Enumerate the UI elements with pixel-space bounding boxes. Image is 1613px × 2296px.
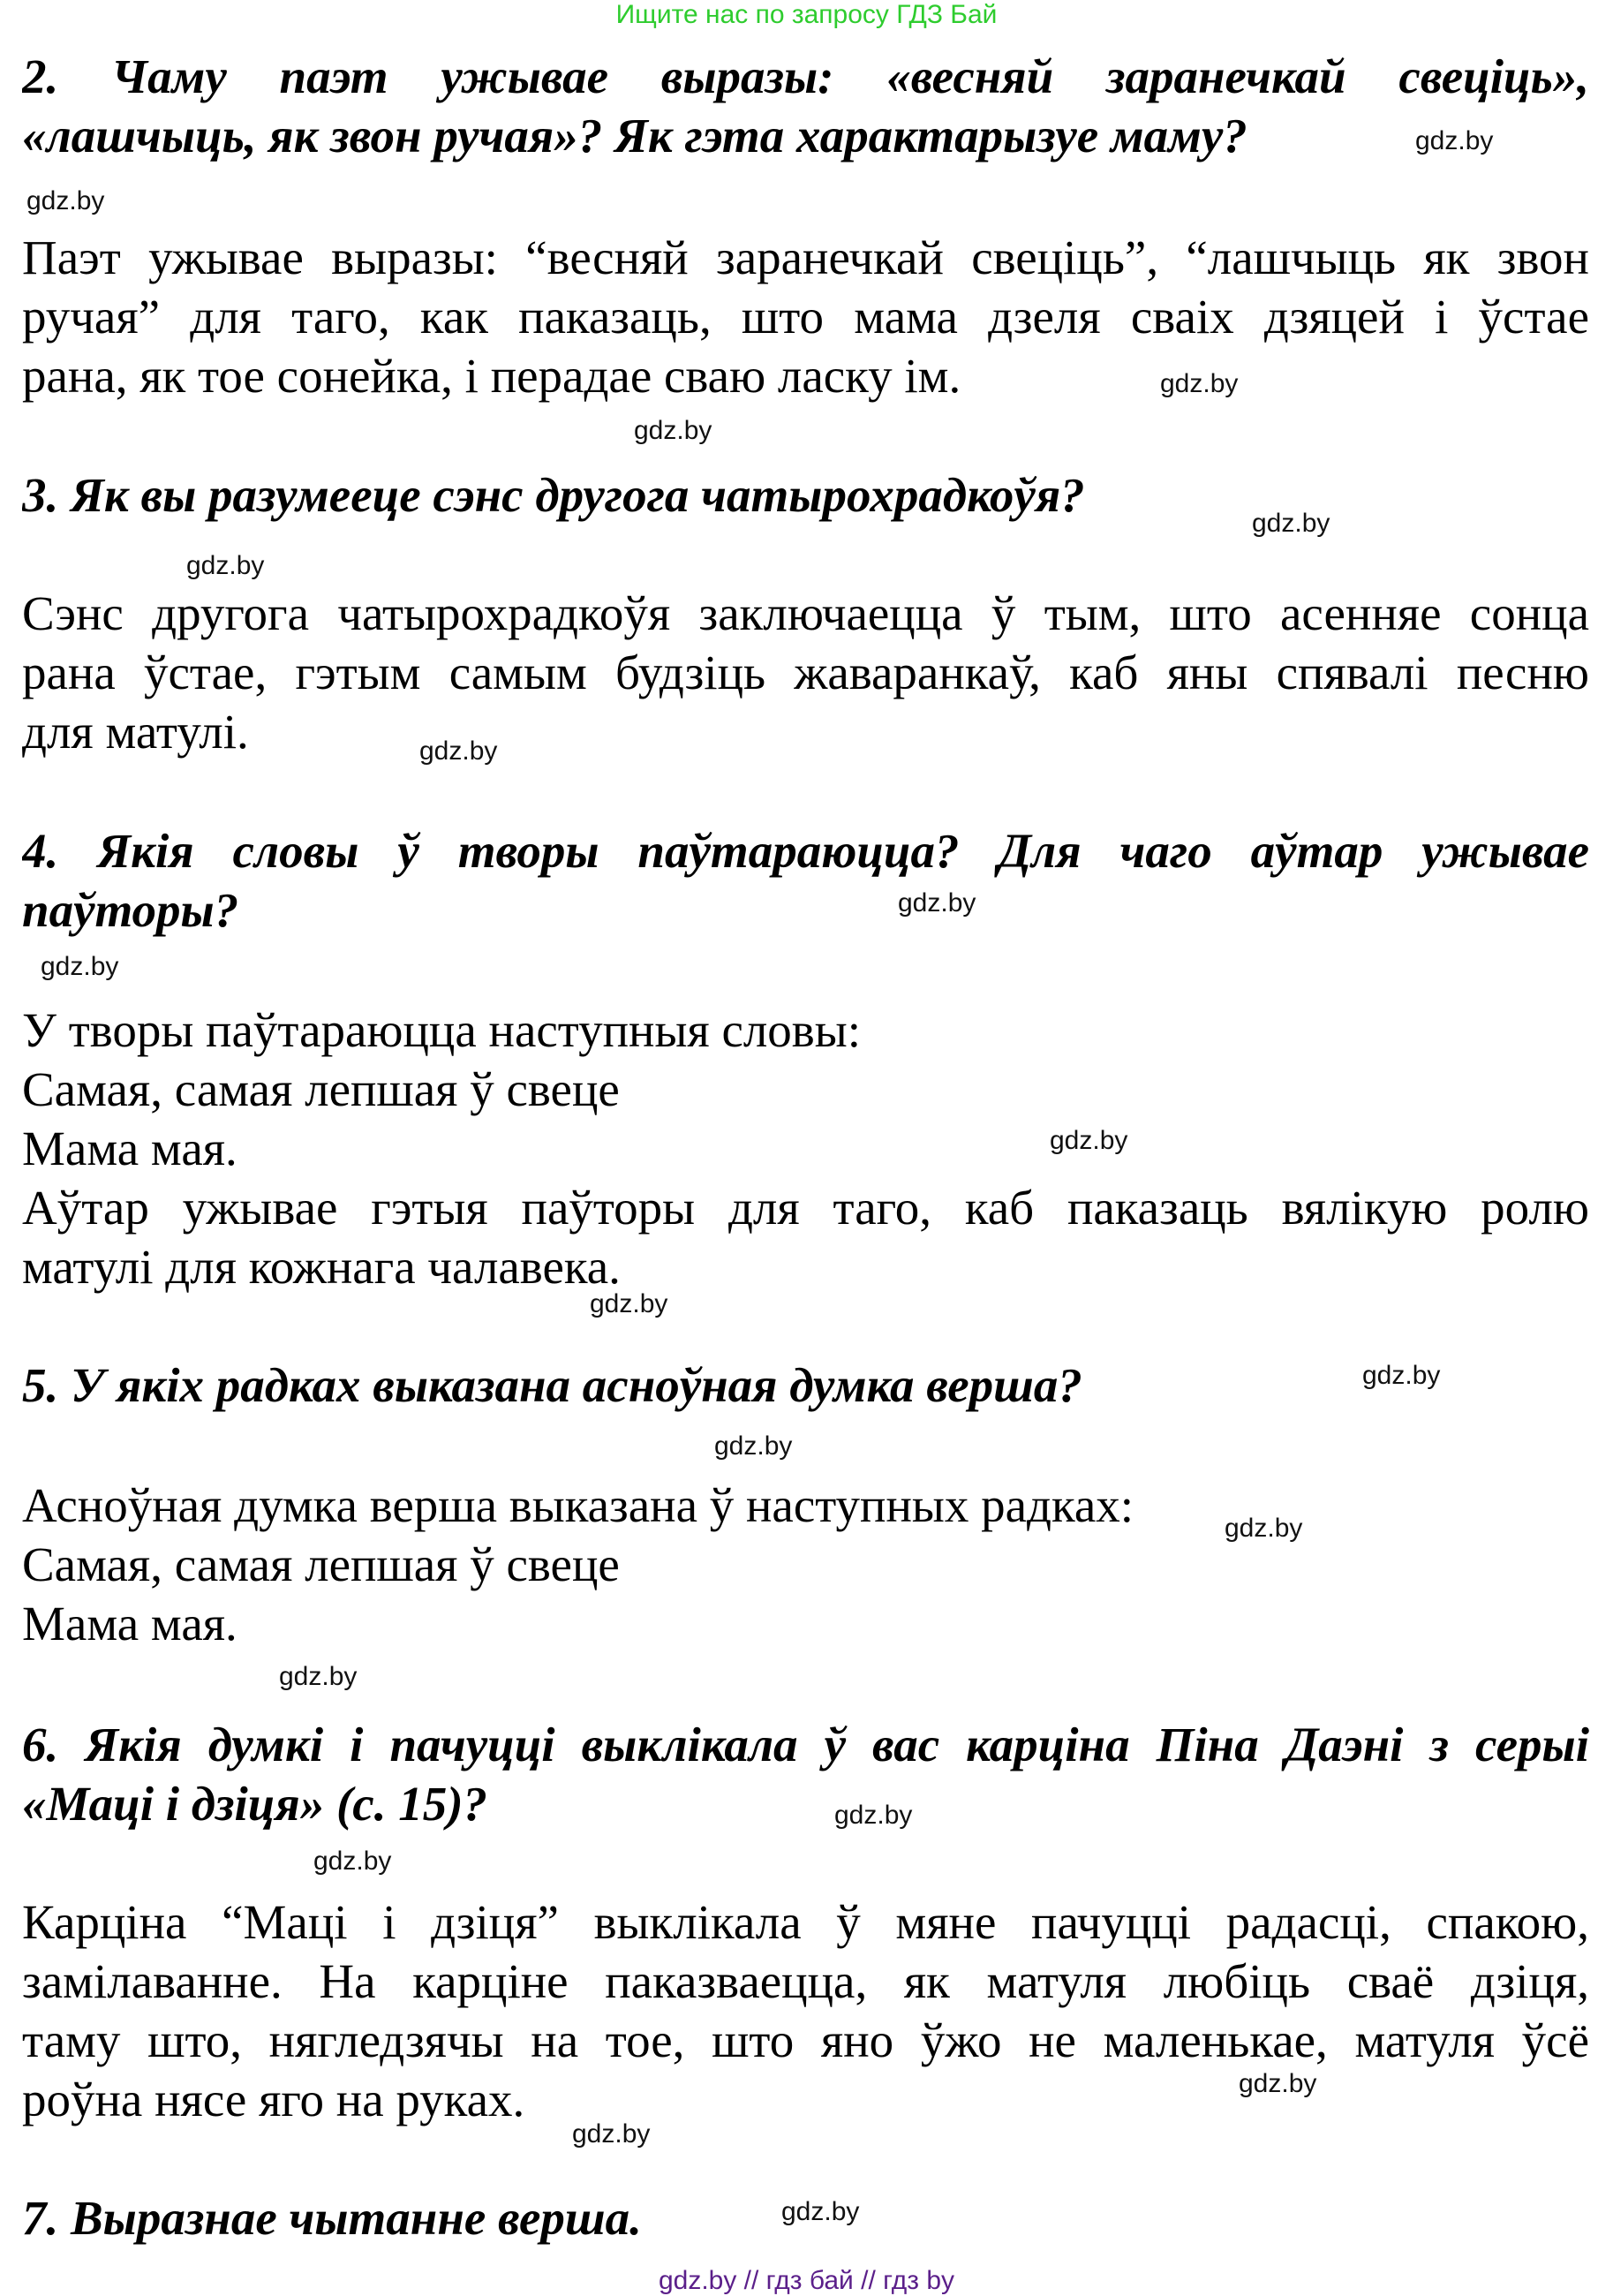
watermark: gdz.by [419,736,498,766]
question-heading [22,47,1589,165]
watermark: gdz.by [1239,2069,1317,2098]
watermark: gdz.by [834,1801,913,1830]
text-line: ручая” для таго, как паказаць, што мама дзеля сваіх дзяцей і ўстае [22,290,1589,344]
text-line: У творы паўтараюцца наступныя словы: [22,1003,862,1057]
question-heading [22,465,1589,525]
answer-paragraph [22,1476,1589,1653]
text-line: рана, як тое сонейка, і перадае сваю ласку ім. [22,349,961,403]
text-line: паўторы? [22,883,239,937]
text-line: «Маці і дзіця» (с. 15)? [22,1777,488,1831]
text-line: 7. Выразнае чытанне верша. [22,2191,642,2245]
text-line: 6. Якія думкі і пачуцці выклікала ў вас карціна Піна Даэні з серыі [22,1718,1589,1771]
text-line: Паэт ужывае выразы: “весняй заранечкай свеціць”, “лашчыць як звон [22,230,1589,284]
watermark: gdz.by [186,551,265,580]
watermark: gdz.by [898,888,976,918]
text-line: Асноўная думка верша выказана ў наступных радках: [22,1478,1134,1532]
watermark: gdz.by [1252,509,1330,538]
text-line: роўна нясе яго на руках. [22,2073,525,2126]
watermark: gdz.by [634,416,712,445]
question-heading [22,1715,1589,1833]
text-line: матулі для кожнага чалавека. [22,1240,621,1294]
text-line: Сэнс другога чатырохрадкоўя заключаецца ў тым, што асенняе сонца [22,586,1589,640]
watermark: gdz.by [1225,1514,1303,1543]
text-line: рана ўстае, гэтым самым будзіць жаваранкаў, каб яны спявалі песню [22,646,1589,699]
watermark: gdz.by [1415,126,1494,155]
text-line: Самая, самая лепшая ў свеце [22,1537,620,1591]
watermark: gdz.by [313,1847,392,1876]
question-heading [22,821,1589,940]
watermark: gdz.by [26,186,105,215]
text-line: 3. Як вы разумееце сэнс другога чатырохрадкоўя? [22,468,1085,522]
watermark: gdz.by [781,2197,860,2226]
question-heading [22,1356,1589,1415]
text-line: для матулі. [22,705,249,759]
answer-paragraph [22,1892,1589,2129]
text-line: Аўтар ужывае гэтыя паўторы для таго, каб паказаць вялікую ролю [22,1181,1589,1235]
watermark: gdz.by [41,952,119,981]
watermark: gdz.by [1160,369,1239,398]
watermark: gdz.by [279,1662,358,1691]
answer-paragraph [22,584,1589,761]
text-line: таму што, нягледзячы на тое, што яно ўжо не маленькае, матуля ўсё [22,2013,1589,2067]
watermark: gdz.by [1050,1126,1128,1155]
search-banner: Ищите нас по запросу ГДЗ Бай [615,0,998,29]
watermark: gdz.by [572,2119,651,2149]
text-line: 4. Якія словы ў творы паўтараюцца? Для чаго аўтар ужывае [22,824,1589,878]
text-line: Мама мая. [22,1122,237,1175]
answer-paragraph [22,228,1589,405]
watermark: gdz.by [714,1431,793,1461]
watermark: gdz.by [1362,1361,1441,1390]
text-line: 5. У якіх радках выказана асноўная думка верша? [22,1358,1082,1412]
text-line: Самая, самая лепшая ў свеце [22,1062,620,1116]
watermark: gdz.by [590,1289,668,1318]
text-line: замілаванне. На карціне паказваецца, як матуля любіць сваё дзіця, [22,1954,1589,2008]
text-line: 2. Чаму паэт ужывае выразы: «весняй заранечкай свеціць», [22,49,1589,103]
footer-links: gdz.by // гдз бай // гдз by [658,2266,955,2295]
text-line: «лашчыць, як звон ручая»? Як гэта характарызуе маму? [22,109,1247,162]
answer-paragraph [22,1001,1589,1296]
text-line: Карціна “Маці і дзіця” выклікала ў мяне пачуцці радасці, спакою, [22,1895,1589,1949]
text-line: Мама мая. [22,1597,237,1650]
